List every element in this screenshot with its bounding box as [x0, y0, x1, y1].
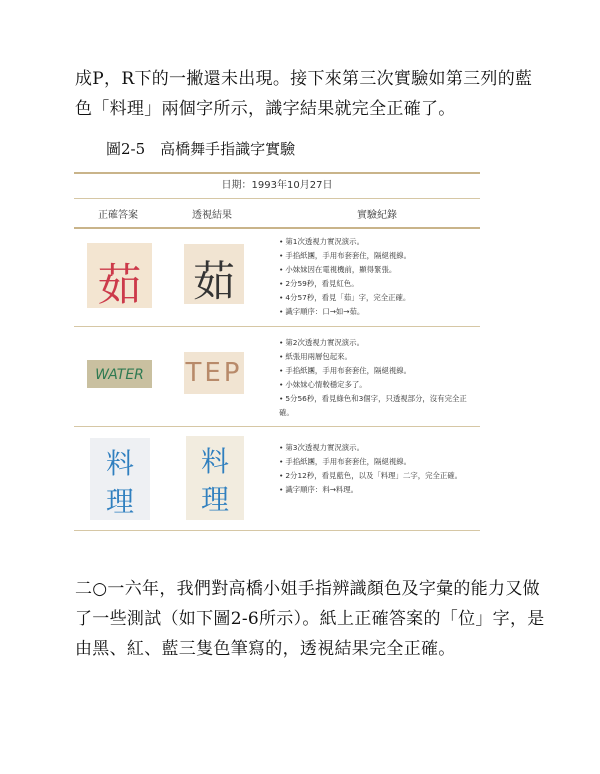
- notes-2: [279, 336, 479, 420]
- figure-caption: 圖2-5 高橋舞手指識字實驗: [106, 140, 296, 158]
- result-glyph-1: 茹: [192, 257, 235, 306]
- result-glyph-2: TEP: [185, 358, 243, 388]
- answer-image-1: [87, 243, 152, 311]
- table-row-3: [74, 426, 480, 531]
- table-header-row: [74, 198, 480, 229]
- table-date: 日期：1993年10月27日: [74, 172, 480, 200]
- note-2-5: • 5分56秒，看見綠色和3個字，只透視部分，沒有完全正確。: [279, 392, 479, 420]
- table-row-2: [74, 326, 480, 427]
- note-2-3: • 手掐紙團，手用布套套住，隔絕視線。: [279, 364, 479, 378]
- note-1-4: • 2分59秒，看見紅色。: [279, 277, 479, 291]
- notes-1: [279, 235, 479, 319]
- note-2-1: • 第2次透視力實況演示。: [279, 336, 479, 350]
- note-1-2: • 手掐紙團，手用布套套住，隔絕視線。: [279, 249, 479, 263]
- header-result: 透視結果: [192, 210, 232, 221]
- paragraph-bottom: 二○一六年，我們對高橋小姐手指辨識顏色及字彙的能力又做了一些測試（如下圖2-6所示）。紙上正確答案的「位」字，是由黑、紅、藍三隻色筆寫的，透視結果完全正確。: [75, 579, 545, 659]
- experiment-table: [74, 172, 480, 529]
- note-3-2: • 手掐紙團，手用布套套住，隔絕視線。: [279, 455, 479, 469]
- paragraph-top: 成P，R下的一撇還未出現。接下來第三次實驗如第三列的藍色「料理」兩個字所示，識字結果就完全正確了。: [75, 69, 533, 119]
- note-2-2: • 紙張用兩層包起來。: [279, 350, 479, 364]
- result-glyph-3a: 料: [200, 445, 229, 478]
- answer-image-3: [90, 438, 150, 520]
- note-1-3: • 小妹妹因在電視機前，顯得緊張。: [279, 263, 479, 277]
- note-3-3: • 2分12秒，看見藍色，以及「料理」二字，完全正確。: [279, 469, 479, 483]
- answer-glyph-2: WATER: [95, 367, 144, 383]
- note-1-5: • 4分57秒，看見「茹」字，完全正確。: [279, 291, 479, 305]
- note-3-4: • 識字順序：料→料理。: [279, 483, 479, 497]
- result-image-3: [186, 436, 244, 520]
- note-1-1: • 第1次透視力實況演示。: [279, 235, 479, 249]
- answer-glyph-3b: 理: [105, 485, 134, 518]
- answer-image-2: [87, 360, 152, 388]
- header-correct-answer: 正確答案: [98, 210, 138, 221]
- notes-3: [279, 441, 479, 497]
- table-row-1: [74, 228, 480, 327]
- result-glyph-3b: 理: [200, 483, 229, 516]
- answer-glyph-1: 茹: [97, 260, 142, 311]
- note-1-6: • 識字順序：口→如→茹。: [279, 305, 479, 319]
- answer-glyph-3a: 料: [105, 447, 134, 480]
- result-image-1: [184, 244, 244, 304]
- note-2-4: • 小妹妹心情較穩定多了。: [279, 378, 479, 392]
- note-3-1: • 第3次透視力實況演示。: [279, 441, 479, 455]
- result-image-2: [184, 352, 244, 394]
- header-record: 實驗紀錄: [357, 210, 397, 221]
